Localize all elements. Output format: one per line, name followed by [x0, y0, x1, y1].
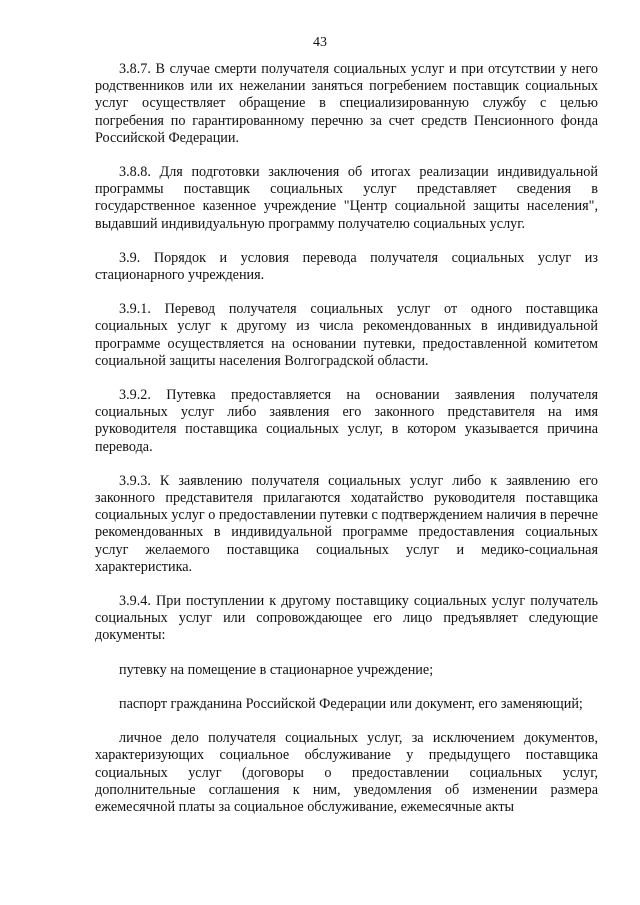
list-item-passport: паспорт гражданина Российской Федерации или документ, его заменяющий; — [119, 695, 583, 712]
paragraph-3-9: 3.9. Порядок и условия перевода получателя социальных услуг из стационарного учреждения. — [95, 249, 598, 284]
paragraph-3-8-7: 3.8.7. В случае смерти получателя социальных услуг и при отсутствии у него родственников или их нежелании заняться погребением поставщик социальных услуг осуществляет обращение в специализированную службу с целью погребения по гарантированному перечню за счет средств Пенсионного фонда Российской Федерации. — [95, 61, 598, 146]
document-body — [95, 61, 598, 833]
page-number: 43 — [313, 35, 327, 50]
paragraph-3-9-4: 3.9.4. При поступлении к другому поставщику социальных услуг получатель социальных услуг или сопровождающее его лицо предъявляет следующие документы: — [95, 593, 598, 644]
paragraph-3-9-3: 3.9.3. К заявлению получателя социальных услуг либо к заявлению его законного представителя прилагаются ходатайство руководителя поставщика социальных услуг о предоставлении путевки с подтверждением наличия в перечне рекомендованных в индивидуальной программе предоставления социальных услуг желаемого поставщика социальных услуг и медико-социальная характеристика. — [95, 472, 598, 575]
paragraph-3-8-8: 3.8.8. Для подготовки заключения об итогах реализации индивидуальной программы поставщик социальных услуг представляет сведения в государственное казенное учреждение "Центр социальной защиты населения", выдавший индивидуальную программу получателю социальных услуг. — [95, 164, 598, 232]
list-item-voucher: путевку на помещение в стационарное учреждение; — [119, 661, 434, 678]
list-item-personal-file: личное дело получателя социальных услуг, за исключением документов, характеризующих социальное обслуживание у предыдущего поставщика социальных услуг (договоры о предоставлении социальных услуг, дополнительные соглашения к ним, уведомления об изменении размера ежемесячной платы за социальное обслуживание, ежемесячные акты — [95, 730, 598, 815]
paragraph-3-9-1: 3.9.1. Перевод получателя социальных услуг от одного поставщика социальных услуг к другому из числа рекомендованных в индивидуальной программе осуществляется на основании путевки, предоставленной комитетом социальной защиты населения Волгоградской области. — [95, 301, 598, 369]
paragraph-3-9-2: 3.9.2. Путевка предоставляется на основании заявления получателя социальных услуг либо заявления его законного представителя на имя руководителя поставщика социальных услуг, в котором указывается причина перевода. — [95, 387, 598, 455]
